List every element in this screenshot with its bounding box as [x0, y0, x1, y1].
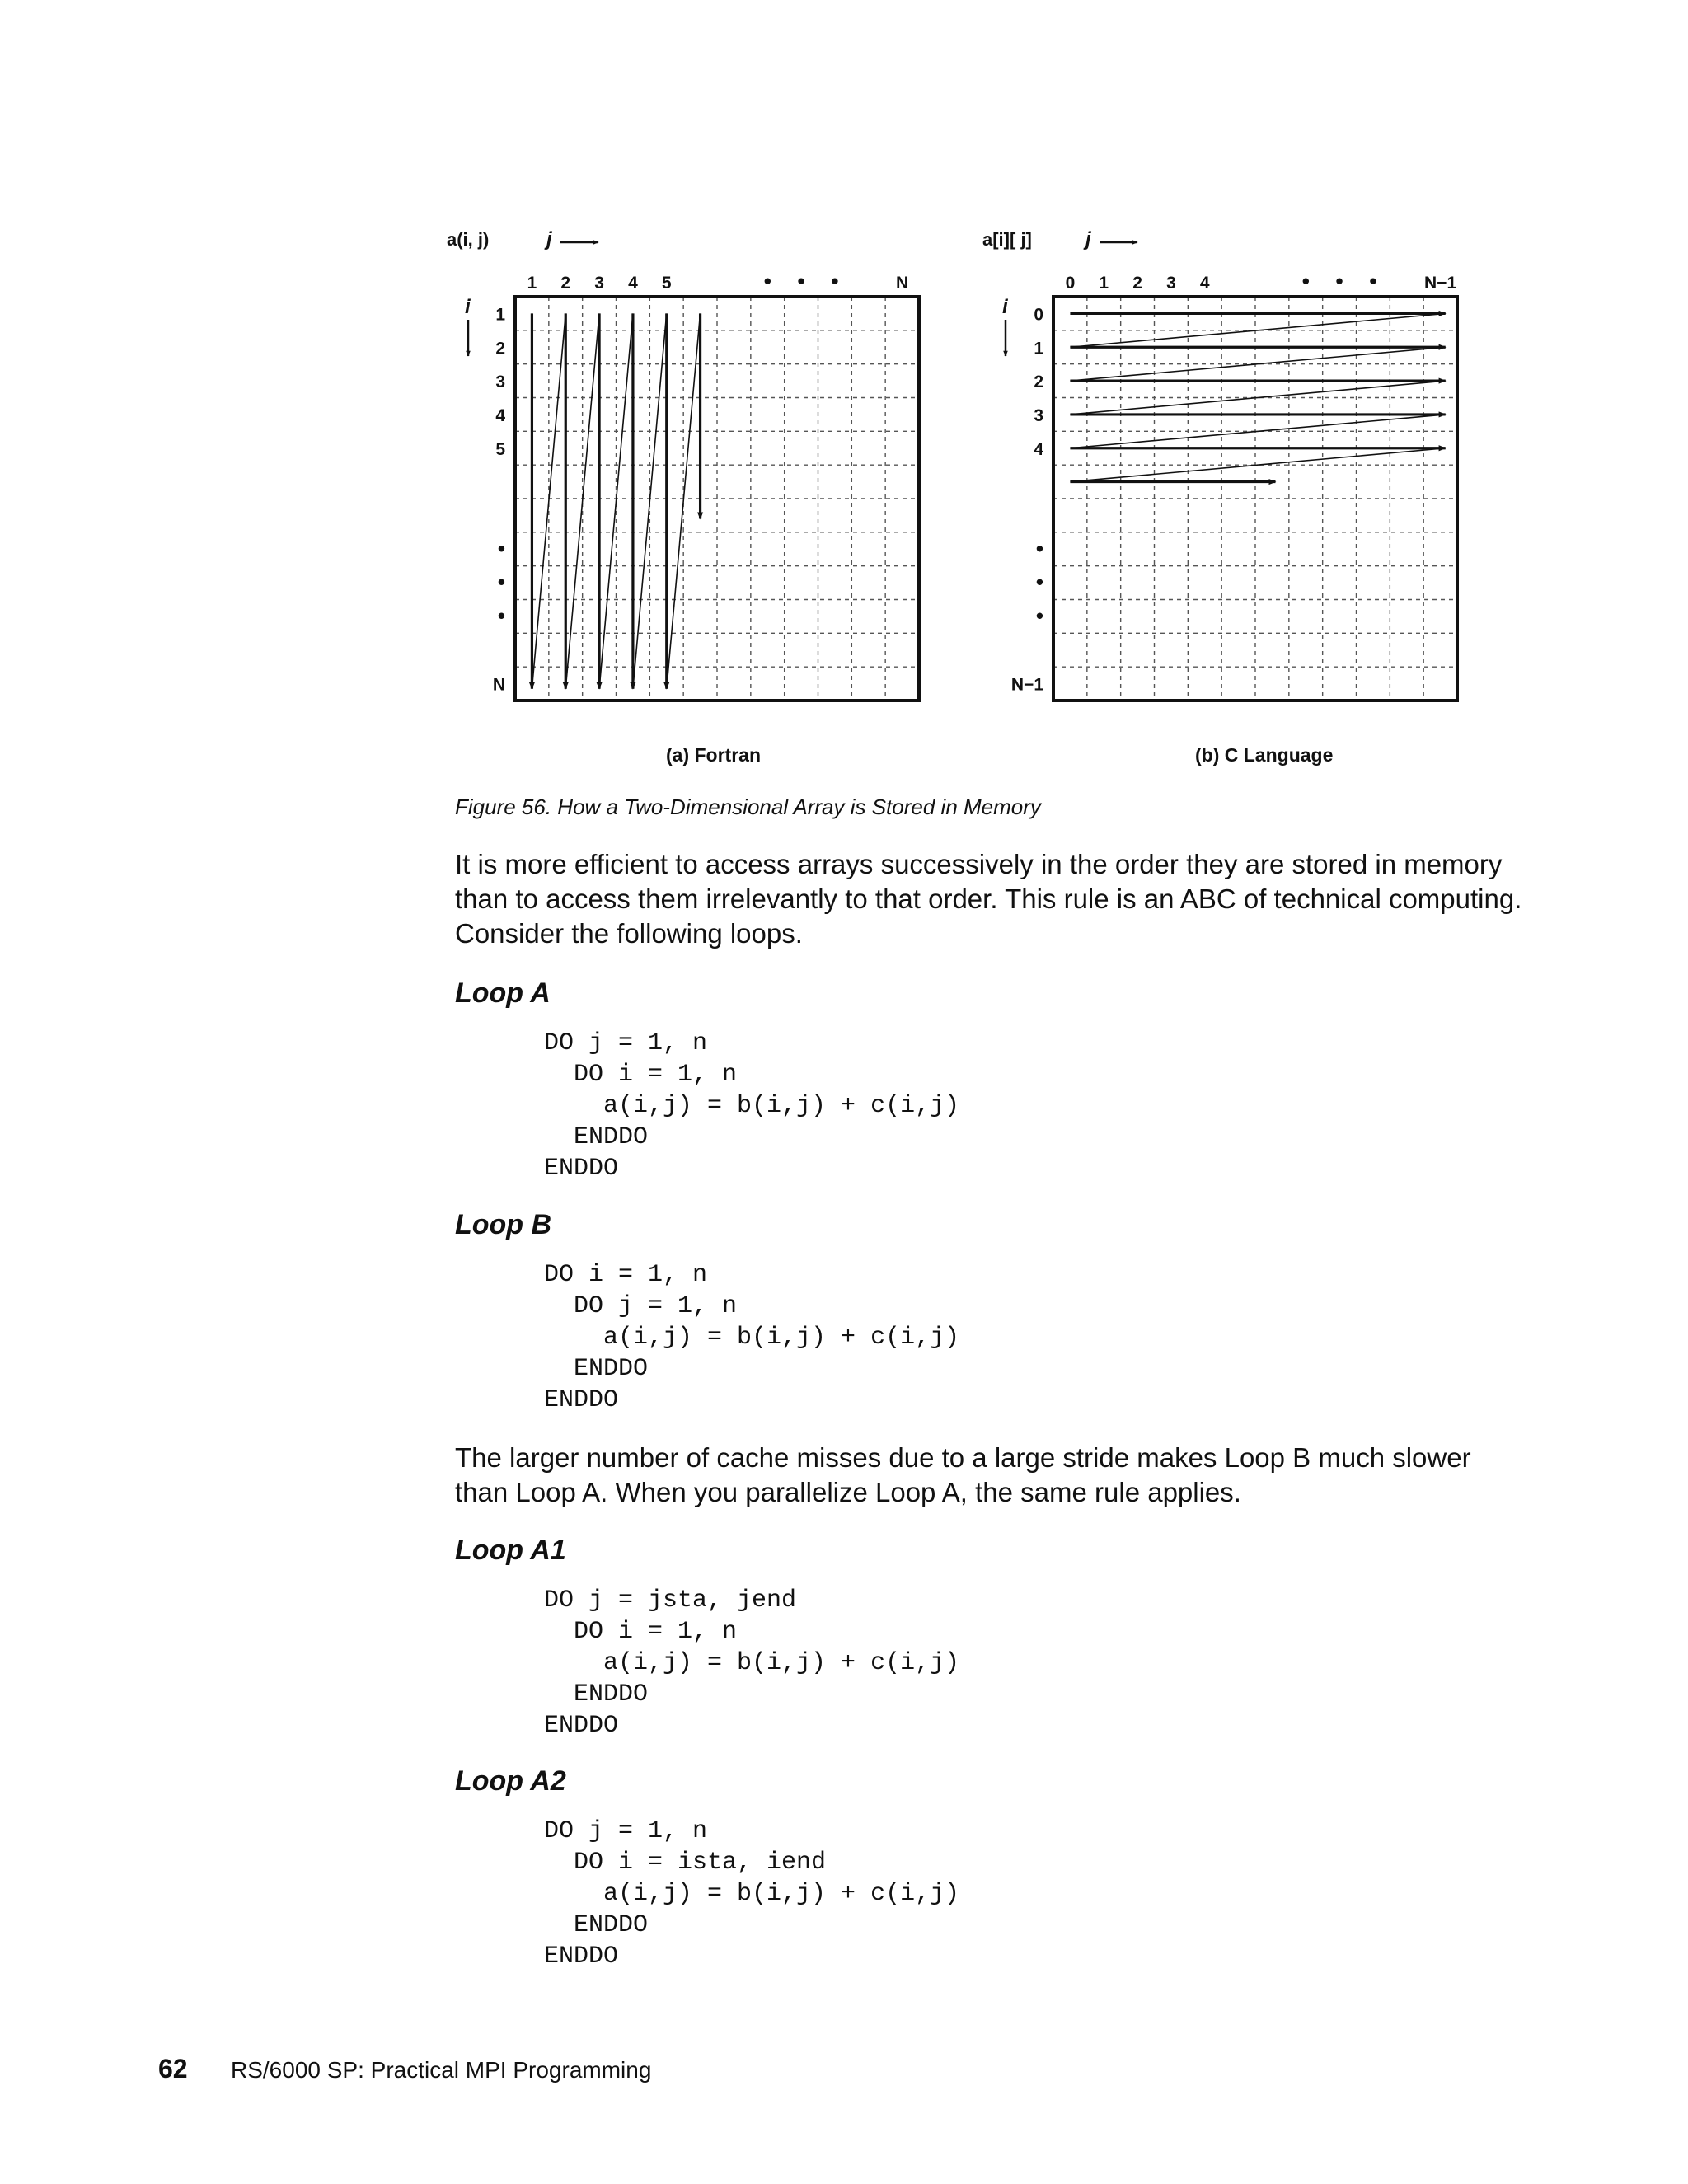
loop-b-heading: Loop B	[455, 1209, 552, 1240]
column-tick-label: 3	[1166, 274, 1176, 293]
loop-a2-heading: Loop A2	[455, 1765, 566, 1797]
fortran-array-label: a(i, j)	[447, 229, 490, 250]
figure-caption: Figure 56. How a Two-Dimensional Array is Stored in Memory	[455, 794, 1041, 819]
c-subcaption: (b) C Language	[1195, 744, 1334, 766]
fortran-i-label: i	[465, 296, 471, 318]
column-tick-label: 2	[560, 274, 571, 293]
c-j-label: j	[1085, 228, 1091, 251]
diagonal-connector-line	[1070, 381, 1445, 415]
c-grid	[1053, 297, 1457, 701]
row-tick-label: •	[1035, 569, 1043, 595]
row-tick-label: 4	[1034, 439, 1043, 459]
code-line: DO j = jsta, jend	[544, 1586, 797, 1615]
row-tick-label: 1	[1034, 339, 1043, 359]
column-tick-label: •	[1369, 269, 1377, 293]
c-column-ticks	[1066, 269, 1457, 293]
row-tick-label: •	[1035, 602, 1043, 628]
code-line: ENDDO	[544, 1943, 619, 1971]
column-tick-label: •	[1335, 269, 1343, 293]
column-tick-label: 1	[527, 274, 537, 293]
column-tick-label: •	[1301, 269, 1310, 293]
column-tick-label: N−1	[1424, 274, 1457, 293]
fortran-column-ticks	[528, 269, 909, 293]
code-line: a(i,j) = b(i,j) + c(i,j)	[544, 1324, 960, 1352]
c-panel	[982, 228, 1457, 766]
code-line: ENDDO	[544, 1355, 649, 1383]
fortran-subcaption: (a) Fortran	[666, 744, 761, 766]
diagonal-connector-line	[1070, 448, 1445, 482]
column-tick-label: 1	[1099, 274, 1109, 293]
c-traversal-arrows	[1070, 313, 1445, 481]
column-tick-label: 3	[594, 274, 604, 293]
fortran-panel	[447, 228, 919, 766]
code-line: DO j = 1, n	[544, 1029, 708, 1057]
row-tick-label: •	[497, 536, 505, 561]
column-tick-label: •	[763, 269, 771, 293]
loop-a-code	[544, 1028, 959, 1184]
diagonal-connector-line	[1070, 313, 1445, 347]
diagonal-connector-line	[667, 313, 701, 688]
row-tick-label: N	[492, 675, 505, 695]
diagonal-connector-line	[599, 313, 633, 688]
column-tick-label: 5	[661, 274, 672, 293]
row-tick-label: •	[497, 569, 505, 595]
code-line: ENDDO	[544, 1712, 619, 1740]
code-line: ENDDO	[544, 1123, 649, 1151]
code-line: ENDDO	[544, 1386, 619, 1414]
row-tick-label: 3	[495, 373, 505, 392]
code-line: DO i = ista, iend	[544, 1849, 827, 1877]
code-line: ENDDO	[544, 1911, 649, 1939]
paragraph-intro: It is more efficient to access arrays successively in the order they are stored in memory than to access them irrelevantly to that order. This rule is an ABC of technical computing. Consider the following loops.	[455, 849, 1522, 949]
column-tick-label: 2	[1132, 274, 1142, 293]
column-tick-label: 4	[1199, 274, 1210, 293]
column-tick-label: 0	[1065, 274, 1076, 293]
diagonal-connector-line	[633, 313, 667, 688]
row-tick-label: 2	[1034, 373, 1043, 392]
diagonal-connector-line	[1070, 347, 1445, 381]
row-tick-label: 3	[1034, 405, 1043, 425]
row-tick-label: N−1	[1010, 675, 1043, 695]
row-tick-label: 1	[495, 305, 505, 325]
c-row-ticks	[1011, 305, 1043, 694]
code-line: DO i = 1, n	[544, 1261, 708, 1289]
code-line: ENDDO	[544, 1155, 619, 1183]
diagonal-connector-line	[565, 313, 599, 688]
column-tick-label: •	[831, 269, 839, 293]
row-tick-label: 5	[495, 439, 505, 459]
c-i-label: i	[1002, 296, 1008, 318]
loop-a1-code	[544, 1585, 959, 1741]
array-storage-figure	[429, 223, 1500, 783]
row-tick-label: 2	[495, 339, 505, 359]
loop-b-code	[544, 1259, 959, 1416]
code-line: DO i = 1, n	[544, 1618, 738, 1646]
column-tick-label: N	[895, 274, 909, 293]
diagonal-connector-line	[1070, 415, 1445, 448]
fortran-grid	[515, 297, 919, 701]
code-line: a(i,j) = b(i,j) + c(i,j)	[544, 1649, 960, 1677]
code-line: DO j = 1, n	[544, 1292, 738, 1320]
loop-a1-heading: Loop A1	[455, 1535, 566, 1566]
fortran-j-label: j	[546, 228, 552, 251]
loop-a2-code	[544, 1816, 959, 1972]
column-tick-label: •	[797, 269, 805, 293]
page-number: 62	[158, 2054, 188, 2083]
c-array-label: a[i][ j]	[982, 229, 1032, 250]
code-line: a(i,j) = b(i,j) + c(i,j)	[544, 1880, 960, 1908]
row-tick-label: •	[497, 602, 505, 628]
loop-a-heading: Loop A	[455, 977, 551, 1009]
row-tick-label: 4	[495, 405, 505, 425]
diagonal-connector-line	[532, 313, 565, 688]
code-line: ENDDO	[544, 1680, 649, 1708]
code-line: DO i = 1, n	[544, 1061, 738, 1089]
column-tick-label: 4	[628, 274, 638, 293]
row-tick-label: 0	[1034, 305, 1043, 325]
book-title: RS/6000 SP: Practical MPI Programming	[231, 2057, 652, 2083]
code-line: a(i,j) = b(i,j) + c(i,j)	[544, 1092, 960, 1120]
fortran-traversal-arrows	[532, 313, 700, 688]
paragraph-cache-misses: The larger number of cache misses due to a large stride makes Loop B much slower than Loop A. When you parallelize Loop A, the same rule applies.	[455, 1442, 1471, 1507]
code-line: DO j = 1, n	[544, 1817, 708, 1845]
row-tick-label: •	[1035, 536, 1043, 561]
fortran-row-ticks	[493, 305, 505, 694]
